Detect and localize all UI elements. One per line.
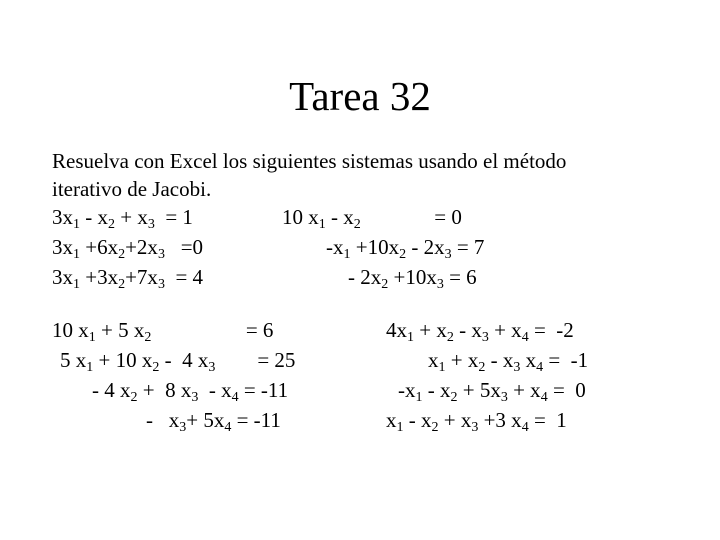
equation-term: + x [115, 205, 148, 229]
equation-term: - x [198, 378, 232, 402]
subscript: 3 [157, 277, 165, 292]
equation [146, 405, 281, 435]
equation-term: 3x [52, 205, 73, 229]
equation-term: - 2x [348, 265, 382, 289]
equation [326, 232, 484, 262]
equation-term: = 1 [154, 205, 193, 229]
equation-term: x [428, 348, 439, 372]
slide-title: Tarea 32 [289, 73, 431, 119]
intro-line-2: iterativo de Jacobi. [52, 177, 212, 201]
subscript: 2 [446, 330, 454, 345]
equation [428, 345, 588, 375]
equation-term: + 5x [186, 408, 225, 432]
equation [52, 202, 193, 232]
subscript: 1 [73, 217, 80, 232]
equation-term: = -1 [543, 348, 589, 372]
subscript: 4 [536, 360, 544, 375]
equation-term: = -11 [231, 408, 281, 432]
equation-term: + x [414, 318, 447, 342]
equation-term: = 25 [215, 348, 296, 372]
equation-term: - 2x [406, 235, 445, 259]
equation [282, 202, 462, 232]
subscript: 3 [208, 360, 216, 375]
equation-term: + 5 x [95, 318, 145, 342]
equation-term: - x [325, 205, 354, 229]
equation [52, 315, 273, 345]
subscript: 3 [481, 330, 489, 345]
equation-term: +3 x [478, 408, 522, 432]
equation-term: +7x [125, 265, 158, 289]
subscript: 1 [318, 217, 326, 232]
equation-term: + x [507, 378, 541, 402]
equation-term: - x [422, 378, 451, 402]
equation [348, 262, 477, 292]
equation-term: 4x [386, 318, 407, 342]
subscript: 3 [157, 247, 165, 262]
subscript: 1 [407, 330, 414, 345]
equation [52, 232, 203, 262]
equation-term: + 10 x [93, 348, 153, 372]
subscript: 2 [108, 217, 115, 232]
equation-term: = 6 [151, 318, 274, 342]
equation-term: + x [438, 408, 472, 432]
equation [386, 405, 567, 435]
equation-term: - 4 x [159, 348, 209, 372]
equation-term: = 6 [443, 265, 477, 289]
equation-term: = 4 [164, 265, 204, 289]
equation-term: - x [485, 348, 514, 372]
equation-term: - x [80, 205, 108, 229]
subscript: 4 [521, 420, 529, 435]
equation [52, 262, 203, 292]
subscript: 1 [415, 390, 423, 405]
subscript: 3 [471, 420, 479, 435]
equation [398, 375, 586, 405]
subscript: 2 [144, 330, 152, 345]
equation-term: -x [398, 378, 416, 402]
equation-term: = 0 [547, 378, 586, 402]
equation [386, 315, 574, 345]
intro-line-1: Resuelva con Excel los siguientes sistemas usando el método [52, 149, 567, 173]
equation-term: 5 x [60, 348, 87, 372]
subscript: 3 [191, 390, 199, 405]
equation-term: - x [146, 408, 180, 432]
equation-term: x [386, 408, 397, 432]
subscript: 2 [130, 390, 138, 405]
equation-term: 3x [52, 265, 73, 289]
equation-term: +3x [80, 265, 119, 289]
equation-term: =0 [164, 235, 204, 259]
subscript: 3 [500, 390, 508, 405]
equation-term: 10 x [282, 205, 319, 229]
subscript: 2 [118, 247, 126, 262]
subscript: 1 [343, 247, 351, 262]
equation-term: +10x [350, 235, 400, 259]
subscript: 1 [438, 360, 446, 375]
subscript: 1 [88, 330, 96, 345]
subscript: 3 [179, 420, 187, 435]
subscript: 4 [521, 330, 529, 345]
subscript: 1 [73, 247, 80, 262]
equation [92, 375, 288, 405]
equation-term: -x [326, 235, 344, 259]
equation-term: +10x [388, 265, 437, 289]
equation-term: - x [453, 318, 482, 342]
equation-term: - 4 x [92, 378, 131, 402]
subscript: 3 [444, 247, 452, 262]
equation-term: - x [403, 408, 432, 432]
equation-term: 10 x [52, 318, 89, 342]
subscript: 2 [478, 360, 486, 375]
subscript: 1 [73, 277, 80, 292]
equation-term: 3x [52, 235, 73, 259]
equation-term: + 5x [457, 378, 501, 402]
subscript: 1 [396, 420, 404, 435]
subscript: 3 [147, 217, 155, 232]
subscript: 2 [118, 277, 126, 292]
equation-term: x [520, 348, 537, 372]
equation-term: + x [445, 348, 479, 372]
subscript: 2 [450, 390, 458, 405]
equation-term: = 0 [360, 205, 462, 229]
equation [60, 345, 295, 375]
equation-term: +2x [125, 235, 158, 259]
subscript: 2 [399, 247, 407, 262]
subscript: 2 [381, 277, 389, 292]
subscript: 2 [353, 217, 361, 232]
equation-term: = -11 [238, 378, 289, 402]
equation-term: + x [488, 318, 522, 342]
subscript: 4 [540, 390, 548, 405]
equation-term: = 7 [451, 235, 485, 259]
equation-term: + 8 x [137, 378, 192, 402]
subscript: 4 [224, 420, 232, 435]
equation-term: +6x [80, 235, 119, 259]
subscript: 1 [86, 360, 94, 375]
subscript: 2 [152, 360, 160, 375]
equation-term: = -2 [528, 318, 574, 342]
subscript: 3 [513, 360, 521, 375]
equation-term: = 1 [528, 408, 567, 432]
subscript: 4 [231, 390, 239, 405]
subscript: 3 [436, 277, 444, 292]
subscript: 2 [431, 420, 439, 435]
